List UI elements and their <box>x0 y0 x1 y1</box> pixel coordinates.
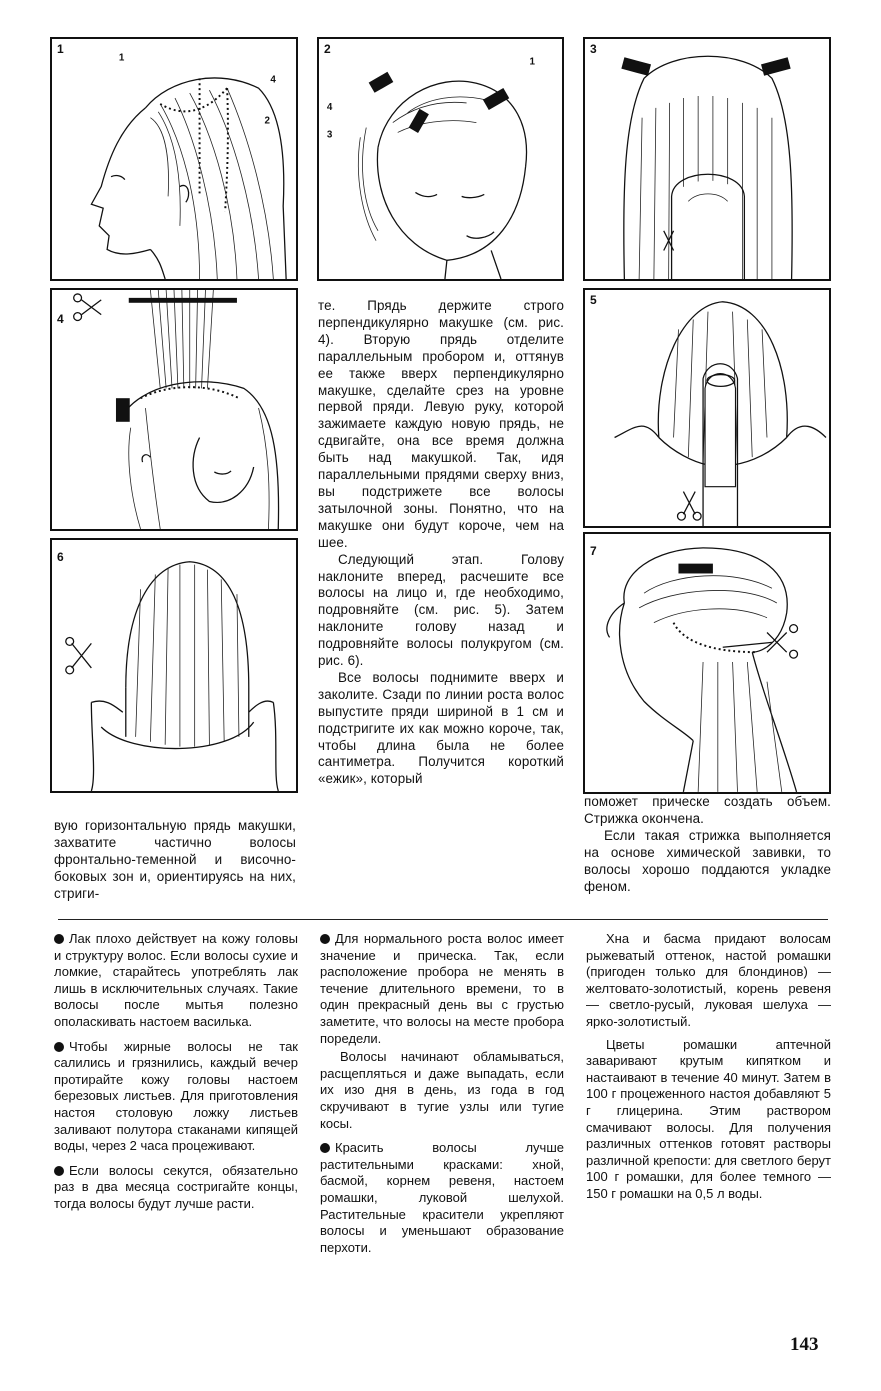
figure-1 <box>50 37 298 281</box>
figure-number: 7 <box>590 544 597 558</box>
figure-7 <box>583 532 831 794</box>
figure-number: 4 <box>57 312 64 326</box>
semicircle-trim-illustration <box>52 540 296 791</box>
tip-text: Лак плохо действует на кожу головы и структуру волос. Если волосы сухие и ломкие, старайтесь употреблять лак лишь в исключительных случаях. Такие волосы после мытья полезно ополаскивать настоем василька. <box>54 931 298 1029</box>
bullet-icon <box>320 1143 330 1153</box>
body-text-left <box>54 818 296 903</box>
paragraph: Следующий этап. Голову наклоните вперед, расчешите все волосы на лицо и, где необходимо, подровняйте (см. рис. 5). Затем наклоните голову назад и подровняйте волосы полукругом (см. рис. 6). <box>318 551 564 669</box>
tip-text: Если волосы секутся, обязательно раз в два месяца состригайте концы, тогда волосы будут лучше расти. <box>54 1162 298 1211</box>
figure-number: 6 <box>57 550 64 564</box>
bullet-icon <box>54 1166 64 1176</box>
section-divider <box>58 919 828 920</box>
figure-number: 1 <box>57 42 64 56</box>
paragraph: вую горизонтальную прядь макушки, захватите частично волосы фронтально-теменной и височно-боковых зон и, ориентируясь на них, стриги- <box>54 818 296 901</box>
label-2: 2 <box>264 115 270 127</box>
bullet-icon <box>54 1042 64 1052</box>
tip-text: Красить волосы лучше растительными красками: хной, басмой, корнем ревеня, настоем ромашки, луковой шелухой. Растительные красители укрепляют волосы и уменьшают образование перхоти. <box>320 1140 564 1255</box>
tips-middle-column <box>320 931 564 1264</box>
figure-5 <box>583 288 831 528</box>
paragraph: те. Прядь держите строго перпендикулярно макушке (см. рис. 4). Вторую прядь отделите параллельным пробором и, оттянув ее также вверх перпендикулярно макушке, сделайте срез на уровне первой пряди. Левую руку, которой зажимаете каждую новую прядь, не сдвигайте, она все время должна быть над макушкой. Так, идя параллельными прядями сверху вниз, вы подстрижете все волосы затылочной зоны. Понятно, что на макушке они будут короче, чем на шее. <box>318 298 564 550</box>
figure-4 <box>50 288 298 531</box>
paragraph: Все волосы поднимите вверх и заколите. Сзади по линии роста волос выпустите пряди шириной в 1 см и подстригите их как можно короче, так, чтобы длина была не более сантиметра. Получится короткий «ежик», который <box>318 669 564 787</box>
vertical-strand-cut-illustration <box>52 290 296 529</box>
tip-text: Чтобы жирные волосы не так салились и грязнились, каждый вечер протирайте кожу головы настоем березовых листьев. Для приготовления настоя столовую ложку листьев заливают полутора стаканами кипящей воды, через 2 часа процеживают. <box>54 1038 298 1154</box>
page-number: 143 <box>790 1334 819 1355</box>
tip-item <box>54 1163 298 1213</box>
tip-item <box>54 1039 298 1155</box>
finished-haircut-illustration <box>585 534 829 792</box>
label-1: 1 <box>118 52 125 64</box>
figure-3 <box>583 37 831 281</box>
figure-number: 2 <box>324 42 331 56</box>
figure-number: 3 <box>590 42 597 56</box>
paragraph: поможет прическе создать объем. Стрижка окончена. <box>584 794 831 826</box>
hair-clips-front-illustration <box>319 39 562 279</box>
tip-text: Для нормального роста волос имеет значение и прическа. Так, если расположение пробора не менять в течение длительного времени, то в один прекрасный день вы с грустью заметите, что волосы на месте пробора поредели. <box>320 931 564 1046</box>
label-4: 4 <box>326 101 333 113</box>
hair-combed-forward-illustration <box>585 290 829 526</box>
tip-item <box>320 931 564 1047</box>
body-text-middle <box>318 298 564 788</box>
tips-left-column <box>54 931 298 1221</box>
tip-item <box>320 1049 564 1132</box>
figure-number: 5 <box>590 293 597 307</box>
label-4: 4 <box>270 74 276 86</box>
hair-sections-side-illustration <box>52 39 296 279</box>
figure-6 <box>50 538 298 793</box>
tip-item <box>320 1140 564 1256</box>
hair-back-parting-illustration <box>585 39 829 279</box>
bullet-icon <box>54 934 64 944</box>
paragraph: Хна и басма придают волосам рыжеватый оттенок, настой ромашки (пригоден только для блондинов) — желтовато-золотистый, корень ревеня — светло-русый, луковая шелуха — ярко-золотистый. <box>586 931 831 1029</box>
figure-2 <box>317 37 564 281</box>
tips-right-column <box>586 931 831 1211</box>
label-3: 3 <box>326 129 333 141</box>
tip-item <box>54 931 298 1031</box>
label-1: 1 <box>529 56 535 68</box>
paragraph: Если такая стрижка выполняется на основе химической завивки, то волосы хорошо поддаются укладке феном. <box>584 827 831 894</box>
paragraph: Цветы ромашки аптечной заваривают крутым кипятком и настаивают в течение 40 минут. Затем в 100 г процеженного настоя добавляют 5 г глицерина. Этим раствором смачивают волосы. Для получения различных оттенков готовят растворы различной крепости: для светлого берут 100 г ромашки, для более темного — 150 г ромашки на 0,5 л воды. <box>586 1036 831 1201</box>
tip-text: Волосы начинают обламываться, расщепляться и даже выпадать, если их изо дня в день, из года в год скручивают в тугие узлы или тугие косы. <box>320 1049 564 1131</box>
body-text-right <box>584 794 831 895</box>
bullet-icon <box>320 934 330 944</box>
